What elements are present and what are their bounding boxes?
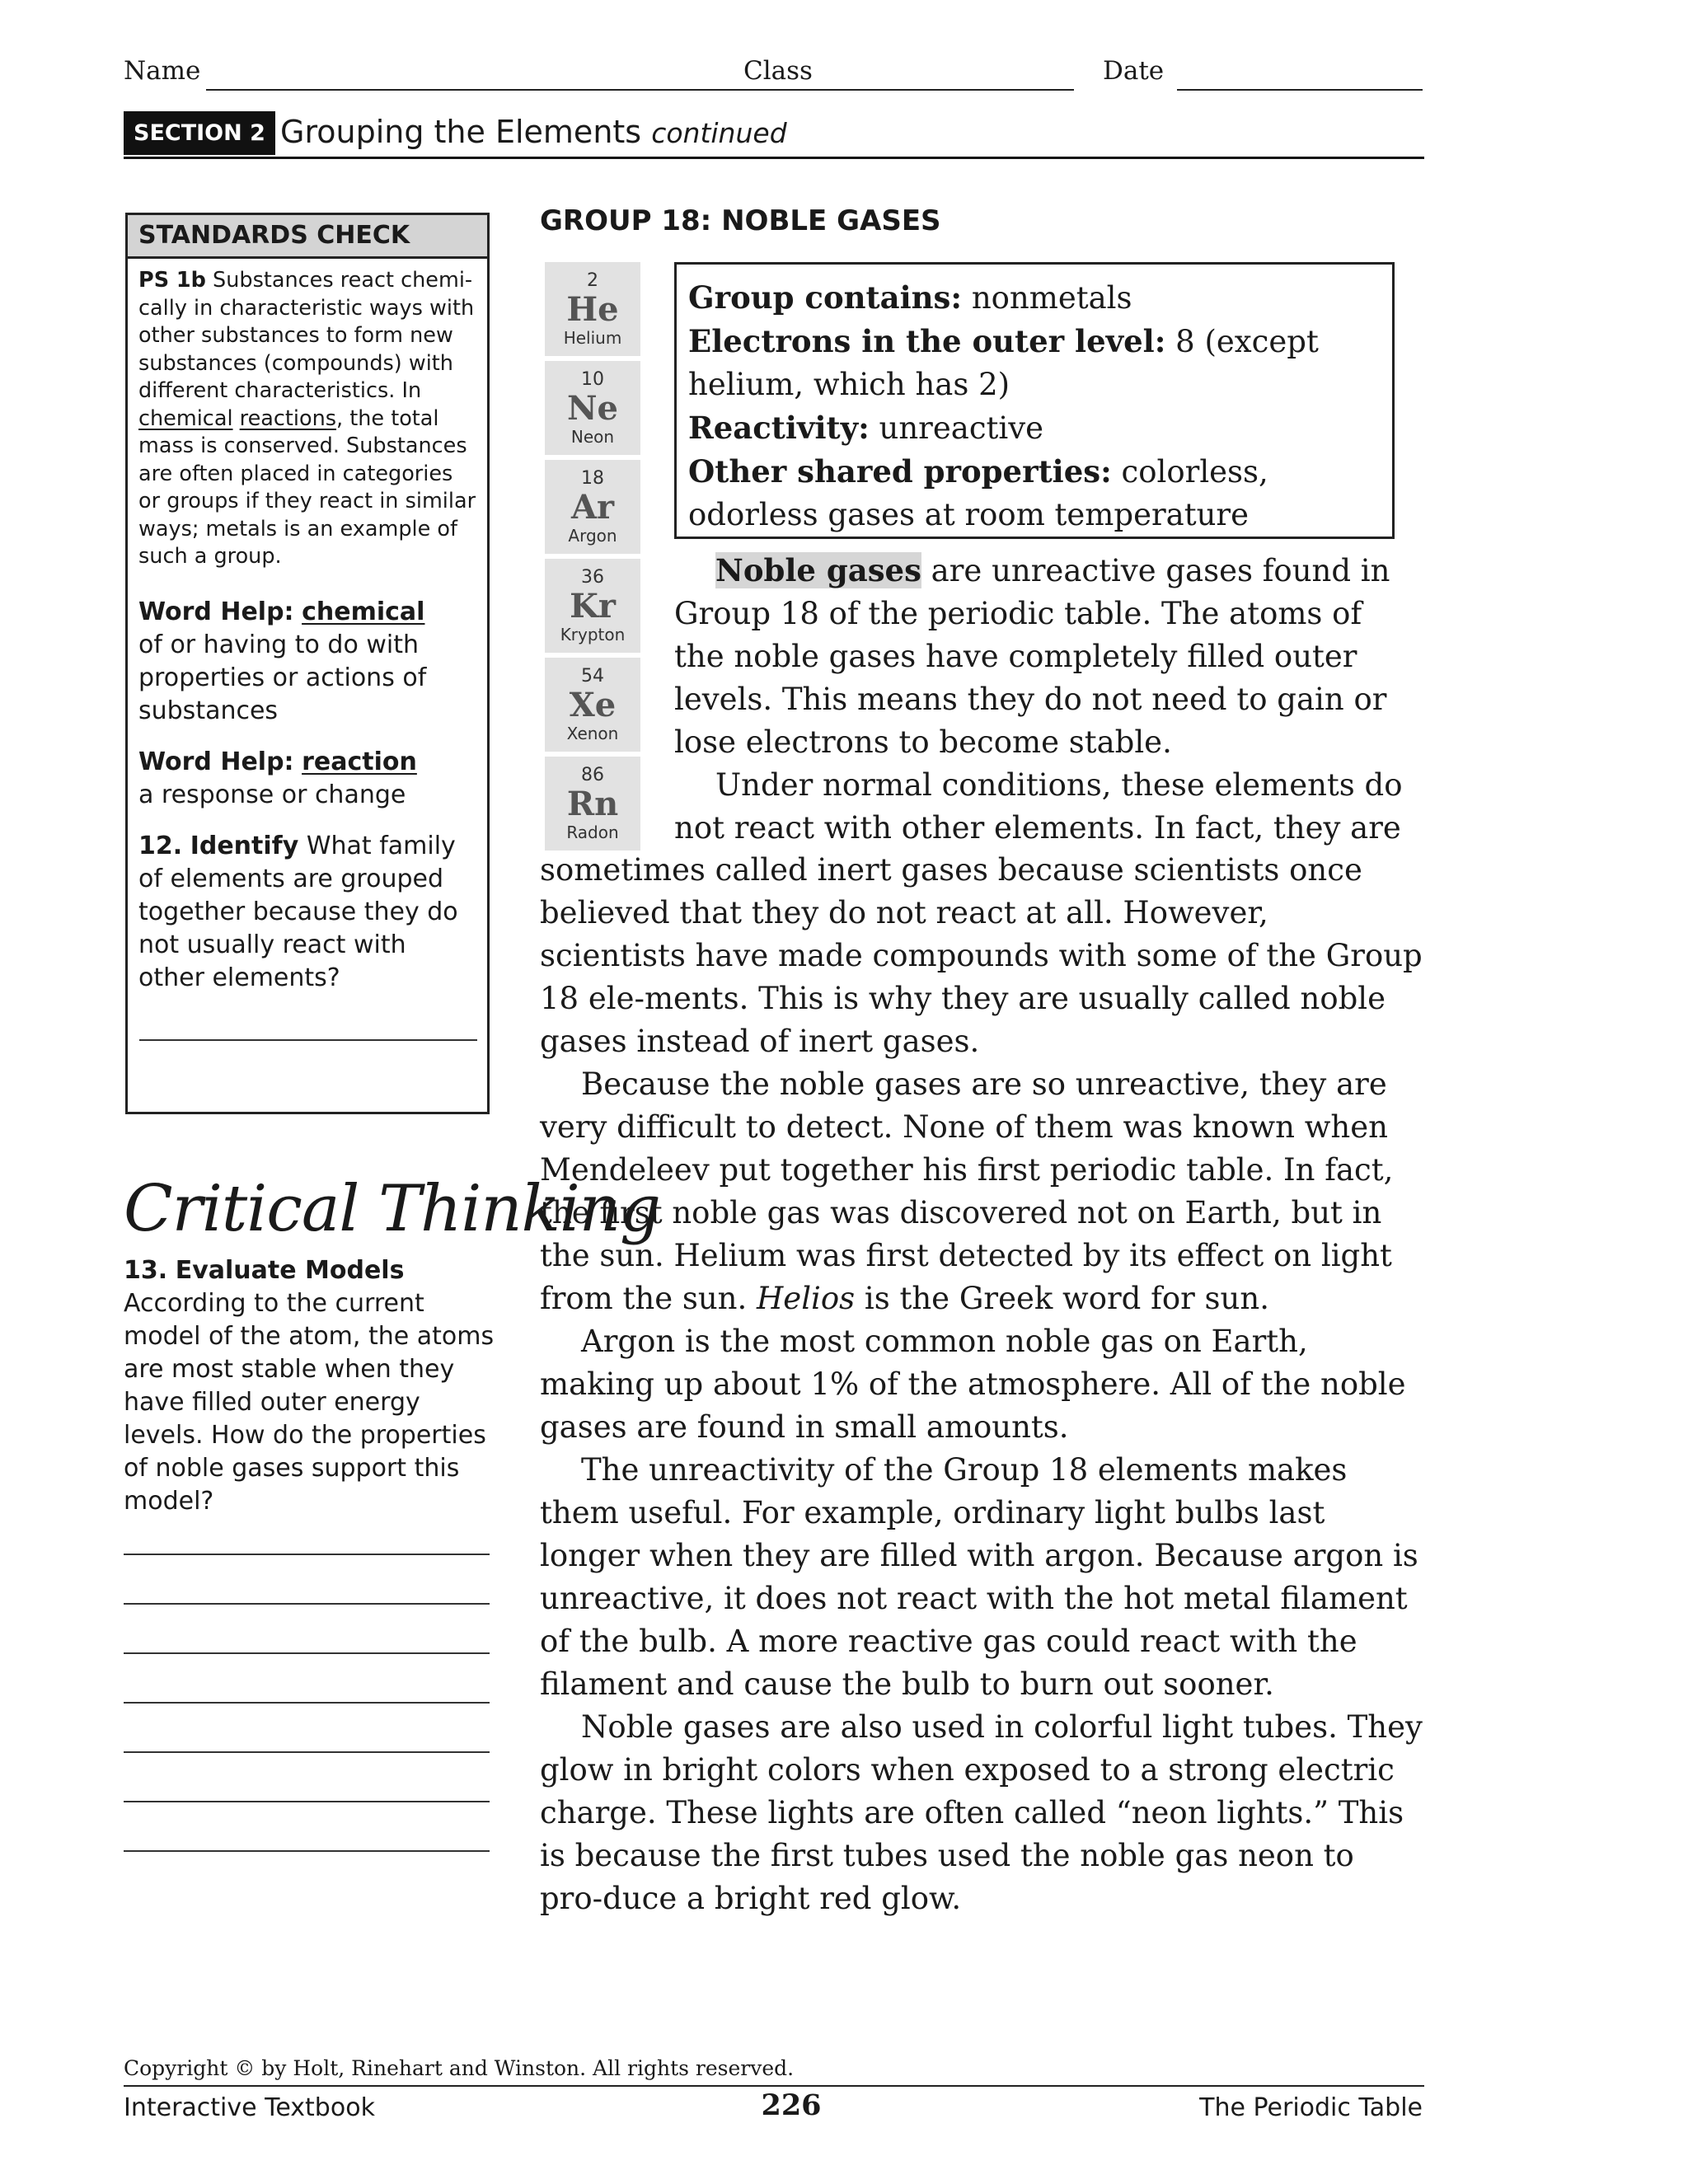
standard-link-chemical[interactable]: chemical <box>138 405 233 431</box>
paragraph-text: are unreactive gases found in Group 18 of the periodic table. The atoms of the noble gases have completely filled outer levels. This means they do not need to gain or lose electrons to become stable. <box>674 553 1390 760</box>
section-tag: SECTION 2 <box>124 111 275 155</box>
page-number: 226 <box>761 2088 822 2122</box>
answer-line-13[interactable] <box>124 1801 490 1802</box>
class-label: Class <box>743 56 813 86</box>
atomic-number: 86 <box>581 765 604 785</box>
element-name: Neon <box>570 427 615 447</box>
paragraph-5: The unreactivity of the Group 18 elements makes them useful. For example, ordinary light bulbs last longer when they are filled with argon. Because argon is unreactive, it does not react with the hot metal filament of the bulb. A more reactive gas could react with the filament and cause the bulb to burn out sooner. <box>540 1452 1418 1702</box>
highlighted-term: Noble gases <box>715 552 921 588</box>
element-name: Argon <box>568 526 617 546</box>
header-fields <box>124 56 1422 94</box>
section-bar <box>124 109 1424 159</box>
footer-chapter-title: The Periodic Table <box>1199 2093 1423 2122</box>
element-symbol: He <box>566 290 619 329</box>
date-field[interactable] <box>1177 89 1423 91</box>
element-tile <box>545 460 640 554</box>
prop-value: nonmetals <box>971 280 1132 316</box>
prop-label: Reactivity: <box>688 410 870 446</box>
question-verb: Evaluate Models <box>175 1256 405 1285</box>
element-symbol: Ne <box>566 389 618 428</box>
atomic-number: 36 <box>581 567 604 588</box>
element-name: Xenon <box>566 724 619 743</box>
copyright: Copyright © by Holt, Rinehart and Winston. All rights reserved. <box>124 2056 795 2080</box>
word-help-definition: a response or change <box>138 780 406 809</box>
element-tile <box>545 658 640 752</box>
atomic-number: 54 <box>581 666 604 687</box>
element-name: Helium <box>563 328 622 348</box>
standards-heading: STANDARDS CHECK <box>128 215 487 259</box>
section-continued: continued <box>651 117 787 149</box>
word-help-term-chemical[interactable]: chemical <box>302 597 425 626</box>
name-field[interactable] <box>206 89 841 91</box>
date-label: Date <box>1103 56 1165 86</box>
element-name: Krypton <box>560 625 626 644</box>
paragraph-2b: sometimes called inert gases because scientists once believed that they do not react at all. However, scientists have made compounds with some of the Group 18 ele-ments. This is why they are usually called noble gases instead of inert gases. <box>540 852 1423 1059</box>
prop-value: unreactive <box>879 410 1044 446</box>
standard-text-b: , the total mass is conserved. Substances are often placed in categories or groups if they react in similar ways; metals is an example of such a group. <box>138 405 476 569</box>
body-wide <box>540 849 1423 1920</box>
answer-line-13[interactable] <box>124 1850 490 1852</box>
paragraph-1 <box>674 549 1416 764</box>
element-tile <box>545 757 640 851</box>
paragraph-6: Noble gases are also used in colorful light tubes. They glow in bright colors when exposed to a strong electric charge. These lights are often called “neon lights.” This is because the first tubes used the noble gas neon to pro-duce a bright red glow. <box>540 1709 1423 1916</box>
element-tile <box>545 559 640 653</box>
prop-value: colorless, odorless gases at room temperature <box>688 454 1268 532</box>
question-13 <box>124 1254 495 1518</box>
element-symbol: Ar <box>570 488 615 527</box>
prop-electrons <box>688 320 1381 406</box>
class-field[interactable] <box>820 89 1074 91</box>
element-tile <box>545 262 640 356</box>
footer-book-title: Interactive Textbook <box>124 2093 375 2122</box>
question-text: According to the current model of the atom, the atoms are most stable when they have filled outer energy levels. How do the properties of noble gases support this model? <box>124 1289 495 1516</box>
paragraph-2a: Under normal conditions, these elements do not react with other elements. In fact, they are <box>674 767 1403 846</box>
section-title <box>280 109 787 157</box>
question-verb: Identify <box>190 831 299 860</box>
standard-text <box>138 267 477 571</box>
group-properties-box <box>674 262 1395 539</box>
question-number: 12. <box>138 831 183 860</box>
critical-thinking-title: Critical Thinking <box>124 1172 660 1246</box>
answer-line-13[interactable] <box>124 1751 490 1753</box>
question-number: 13. <box>124 1256 168 1285</box>
prop-label: Electrons in the outer level: <box>688 323 1166 359</box>
standard-text-a: Substances react chemi-cally in characteristic ways with other substances to form new substances (compounds) with different characteristics. In <box>138 268 475 403</box>
question-12 <box>138 830 477 995</box>
atomic-number: 18 <box>581 468 604 489</box>
element-symbol: Xe <box>569 686 617 724</box>
answer-line-13[interactable] <box>124 1652 490 1654</box>
prop-reactivity <box>688 406 1381 450</box>
paragraph-4: Argon is the most common noble gas on Earth, making up about 1% of the atmosphere. All of the noble gases are found in small amounts. <box>540 1324 1406 1445</box>
question-text: What family of elements are grouped together because they do not usually react with other elements? <box>138 831 458 992</box>
footer-divider <box>124 2085 1424 2087</box>
standards-body <box>128 259 487 995</box>
prop-value: 8 (except helium, which has 2) <box>688 324 1319 402</box>
word-help-label: Word Help: <box>138 597 294 626</box>
standard-link-reactions[interactable]: reactions <box>239 405 337 431</box>
italic-word: Helios <box>757 1281 856 1316</box>
prop-other <box>688 450 1381 537</box>
word-help-chemical <box>138 596 477 728</box>
standards-check-box <box>125 213 490 1114</box>
answer-line-13[interactable] <box>124 1702 490 1704</box>
element-column <box>545 262 640 855</box>
answer-line-12[interactable] <box>139 1039 477 1041</box>
prop-contains <box>688 276 1381 320</box>
prop-label: Other shared properties: <box>688 453 1112 490</box>
paragraph-3 <box>540 1063 1423 1320</box>
section-title-text: Grouping the Elements <box>280 114 642 150</box>
word-help-term-reaction[interactable]: reaction <box>302 747 417 776</box>
element-symbol: Kr <box>570 587 616 626</box>
word-help-reaction <box>138 746 477 812</box>
atomic-number: 10 <box>581 369 604 390</box>
paragraph-text: Because the noble gases are so unreactive, they are very difficult to detect. None of them was known when Mendeleev put together his first periodic table. In fact, the first noble gas was discovered not on Earth, but in the sun. Helium was first detected by its effect on light from the sun. <box>540 1066 1394 1316</box>
name-label: Name <box>124 56 201 86</box>
group-heading: GROUP 18: NOBLE GASES <box>540 204 941 237</box>
element-symbol: Rn <box>566 785 619 823</box>
answer-line-13[interactable] <box>124 1603 490 1605</box>
body-narrow <box>674 549 1416 850</box>
answer-line-13[interactable] <box>124 1554 490 1555</box>
word-help-label: Word Help: <box>138 747 294 776</box>
word-help-definition: of or having to do with properties or actions of substances <box>138 630 427 725</box>
element-tile <box>545 361 640 455</box>
element-name: Radon <box>566 823 619 842</box>
prop-label: Group contains: <box>688 279 963 316</box>
atomic-number: 2 <box>587 270 598 291</box>
paragraph-text: is the Greek word for sun. <box>855 1281 1269 1316</box>
standard-code: PS 1b <box>138 268 206 293</box>
